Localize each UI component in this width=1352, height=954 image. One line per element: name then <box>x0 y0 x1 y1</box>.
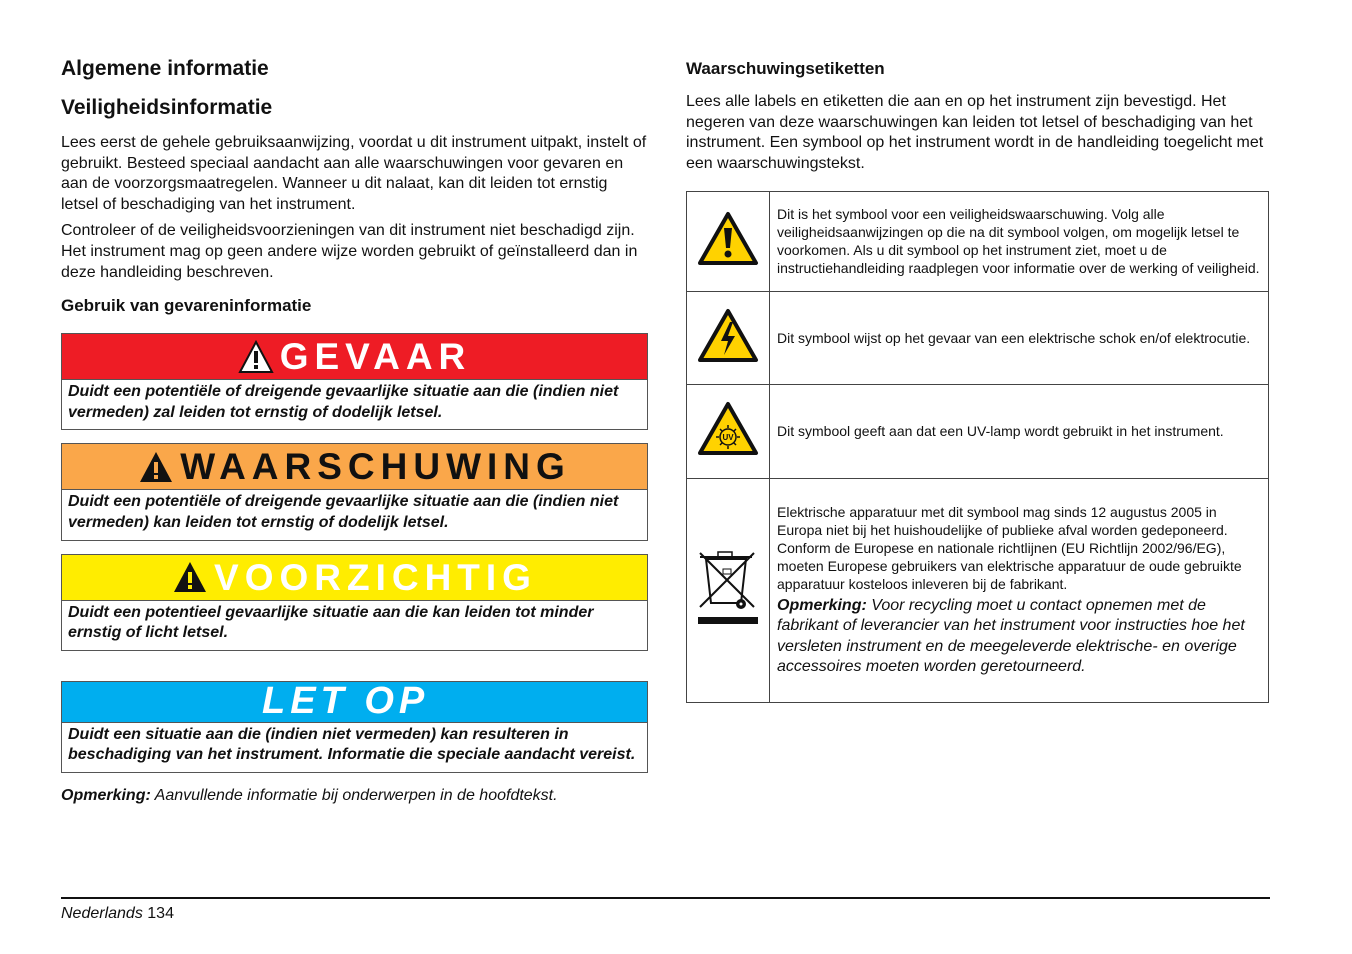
hazard-title-gevaar: GEVAAR <box>279 336 472 378</box>
section-heading: Algemene informatie <box>61 57 269 80</box>
safety-paragraph-1: Lees eerst de gehele gebruiksaanwijzing, voordat u dit instrument uitpakt, instelt of gebruikt. Besteed speciaal aandacht aan alle waarschuwingen voor gevaren en aan de voorzorgsmaatregelen. Wanneer u dit nalaat, kan dit leiden tot ernstig letsel of beschadiging van het instrument. <box>61 134 647 213</box>
warning-triangle-icon <box>238 340 274 374</box>
hazard-header-let-op <box>62 682 647 723</box>
symbol-cell <box>687 385 770 479</box>
weee-note-label: Opmerking: <box>777 596 867 614</box>
hazard-box-let-op <box>61 681 648 773</box>
labels-heading: Waarschuwingsetiketten <box>686 59 885 78</box>
symbol-description: Dit is het symbool voor een veiligheidswaarschuwing. Volg alle veiligheidsaanwijzingen op die na dit symbool volgen, om mogelijk letsel te voorkomen. Als u dit symbool op het instrument ziet, moet u de instructiehandleiding raadplegen voor informatie over de werking of veiligheid. <box>770 192 1269 292</box>
weee-bin-icon <box>696 547 760 629</box>
page-footer <box>61 905 174 923</box>
left-column <box>61 56 648 806</box>
weee-note <box>777 596 1262 678</box>
hazard-header-voorzichtig <box>62 555 647 601</box>
labels-table <box>686 191 1269 703</box>
table-row <box>687 479 1269 703</box>
hazard-info-heading: Gebruik van gevareninformatie <box>61 296 312 316</box>
hazard-box-voorzichtig <box>61 554 648 651</box>
warning-triangle-icon <box>172 560 208 594</box>
page-number: 134 <box>142 905 174 922</box>
symbol-description <box>770 479 1269 703</box>
weee-text: Elektrische apparatuur met dit symbool mag sinds 12 augustus 2005 in Europa niet bij het huishoudelijke of publieke afval worden gedeponeerd. Conform de Europese en nationale richtlijnen (EU Richtlijn 2002/96/EG), moeten Europese gebruikers van elektrische apparatuur de oude gebruikte apparatuur kosteloos inleveren bij de fabrikant. <box>777 503 1242 592</box>
labels-intro: Lees alle labels en etiketten die aan en op het instrument zijn bevestigd. Het negeren van deze waarschuwingen kan leiden tot letsel of beschadiging van het instrument. Een symbool op het instrument wordt in de handleiding toegelicht met een waarschuwingstekst. <box>686 93 1264 172</box>
note-label: Opmerking: <box>61 786 151 804</box>
hazard-text-gevaar: Duidt een potentiële of dreigende gevaarlijke situatie aan die (indien niet vermeden) zal leiden tot ernstig of dodelijk letsel. <box>68 383 619 421</box>
symbol-description: Dit symbool geeft aan dat een UV-lamp wordt gebruikt in het instrument. <box>770 385 1269 479</box>
note-text: Aanvullende informatie bij onderwerpen in de hoofdtekst. <box>150 786 558 804</box>
hazard-title-waarschuwing: WAARSCHUWING <box>180 446 571 488</box>
symbol-cell <box>687 192 770 292</box>
symbol-description: Dit symbool wijst op het gevaar van een elektrische schok en/of elektrocutie. <box>770 292 1269 385</box>
table-row <box>687 192 1269 292</box>
right-column <box>686 58 1269 703</box>
note <box>61 786 648 806</box>
safety-heading: Veiligheidsinformatie <box>61 96 273 119</box>
uv-lamp-icon <box>697 401 759 457</box>
safety-paragraph-2: Controleer of de veiligheidsvoorzieningen van dit instrument niet beschadigd zijn. Het instrument mag op geen andere wijze worden gebruikt of geïnstalleerd dan in deze handleiding beschreven. <box>61 222 638 281</box>
hazard-header-waarschuwing <box>62 444 647 490</box>
svg-text:UV: UV <box>722 433 734 443</box>
symbol-cell <box>687 292 770 385</box>
electric-shock-icon <box>697 308 759 364</box>
footer-language: Nederlands <box>61 905 143 922</box>
table-row <box>687 385 1269 479</box>
symbol-cell <box>687 479 770 703</box>
footer-divider <box>61 897 1270 899</box>
hazard-header-gevaar <box>62 334 647 380</box>
hazard-text-voorzichtig: Duidt een potentieel gevaarlijke situatie aan die kan leiden tot minder ernstig of licht letsel. <box>68 603 594 642</box>
hazard-box-gevaar <box>61 333 648 430</box>
hazard-box-waarschuwing <box>61 443 648 540</box>
table-row <box>687 292 1269 385</box>
hazard-text-waarschuwing: Duidt een potentiële of dreigende gevaarlijke situatie aan die (indien niet vermeden) kan leiden tot ernstig of dodelijk letsel. <box>68 493 619 531</box>
general-warning-icon <box>697 211 759 267</box>
hazard-text-let-op: Duidt een situatie aan die (indien niet vermeden) kan resulteren in beschadiging van het instrument. Informatie die speciale aandacht vereist. <box>68 725 636 764</box>
hazard-title-let-op: LET OP <box>262 680 430 723</box>
hazard-title-voorzichtig: VOORZICHTIG <box>214 556 537 598</box>
warning-triangle-icon <box>138 450 174 484</box>
weee-note-text: Voor recycling moet u contact opnemen met de fabrikant of leverancier van het instrument voor instructies hoe het versleten instrument en de meegeleverde elektrische- en overige accessoires moeten worden geretourneerd. <box>777 596 1245 676</box>
